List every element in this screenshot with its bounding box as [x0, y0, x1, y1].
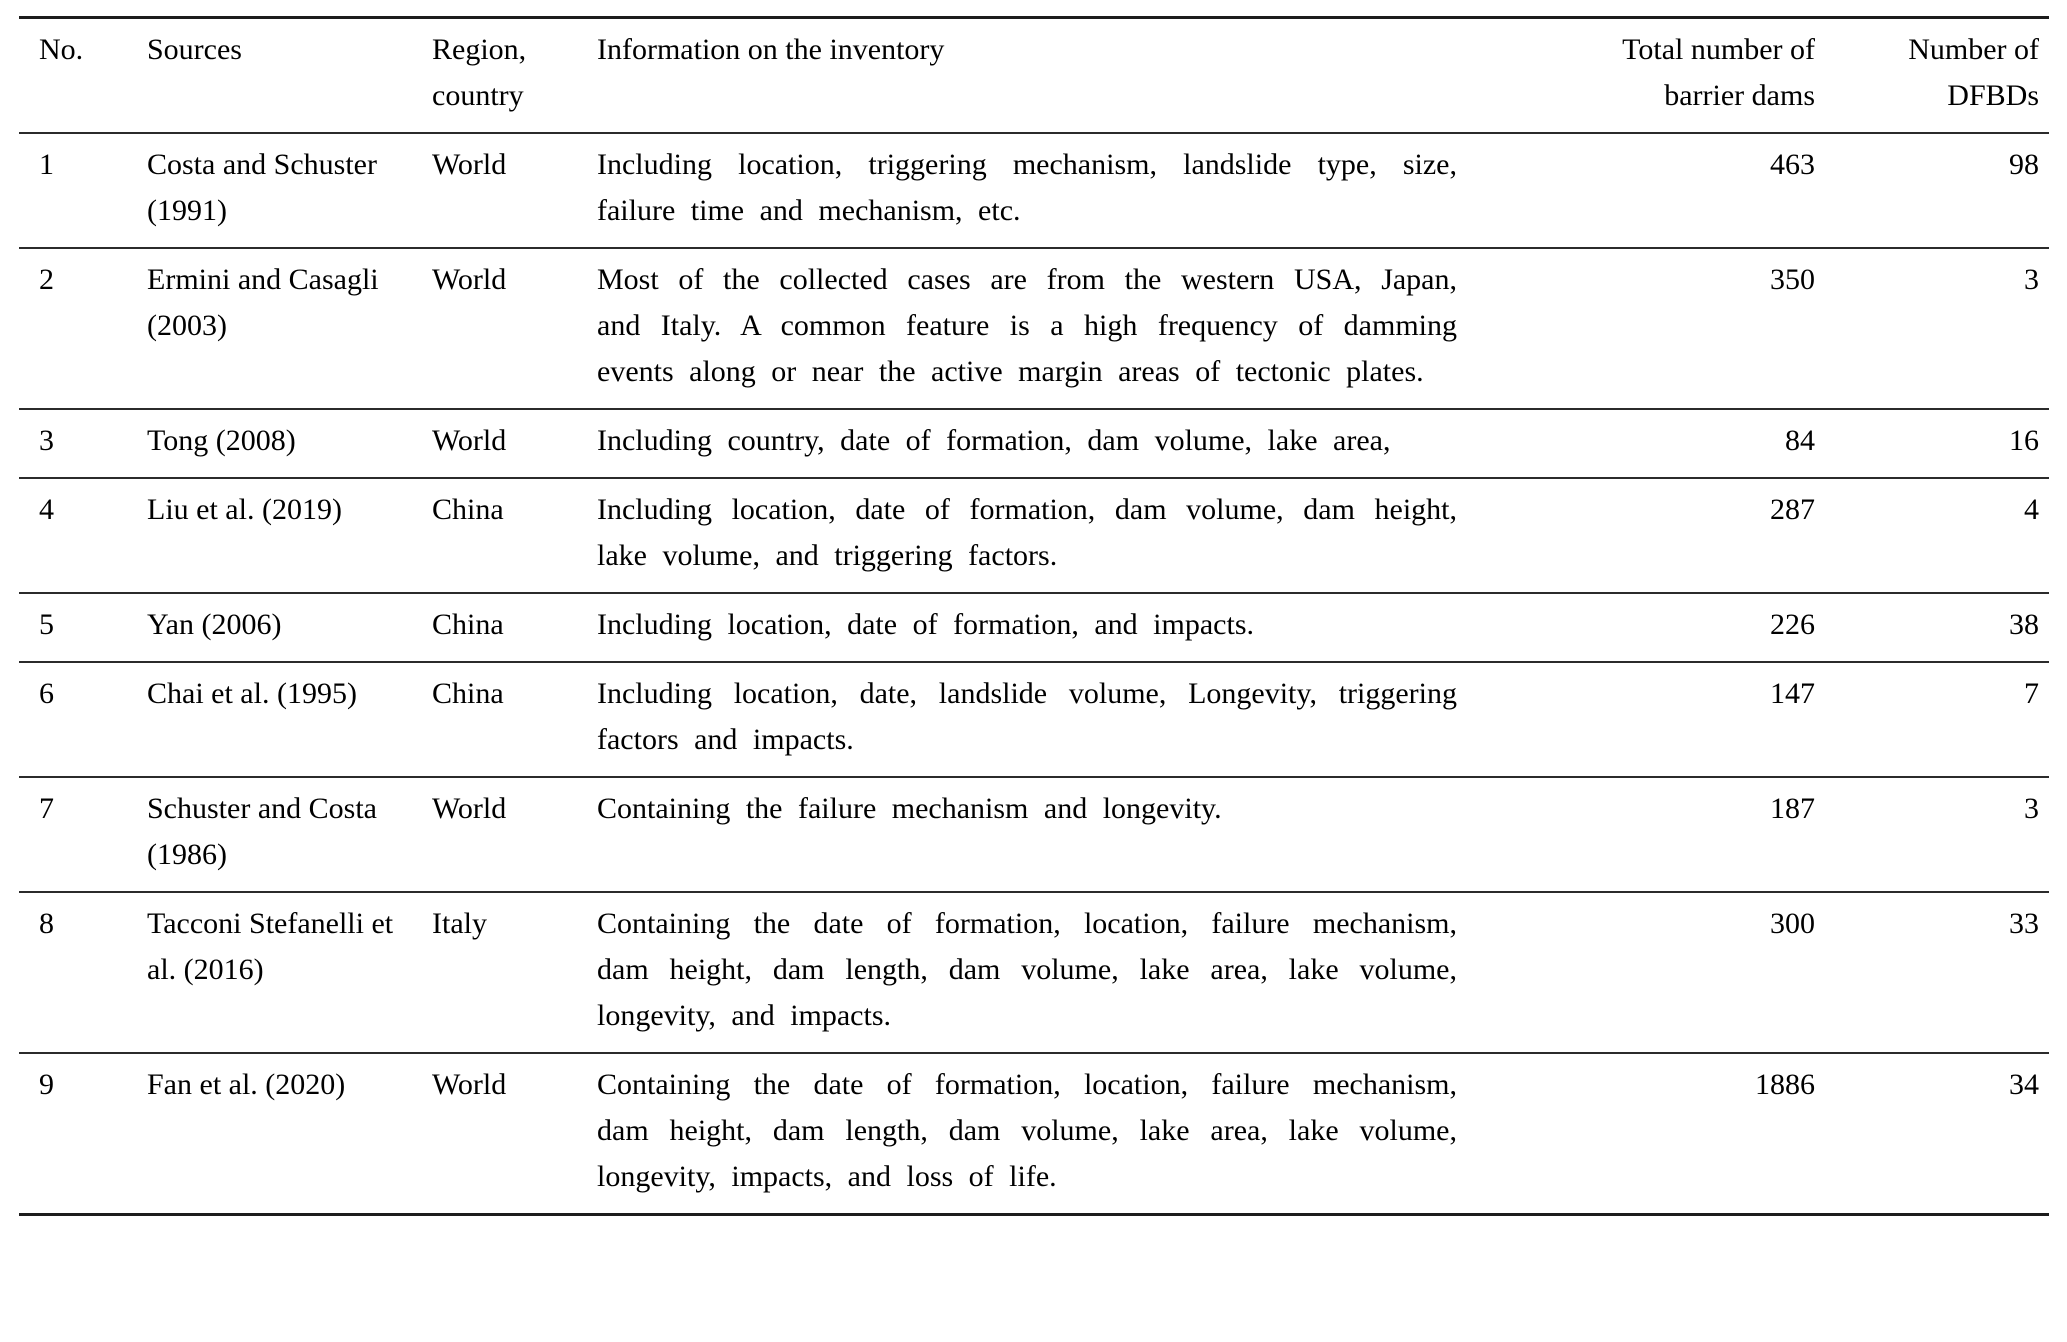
cell-region: World [432, 792, 507, 825]
cell-sources: Costa and Schuster (1991) [147, 148, 377, 227]
cell-info-text: Containing the date of formation, location, failure mechanism, dam height, dam length, dam volume, lake area, lake volume, longevity, and impacts. [597, 907, 1457, 1032]
inventory-sources-table [19, 16, 2049, 1216]
cell-info [597, 133, 1487, 248]
cell-info [597, 892, 1487, 1053]
table-row [19, 892, 2049, 1053]
cell-dfbd: 33 [2009, 907, 2039, 940]
col-header-info: Information on the inventory [597, 33, 945, 66]
header-row [19, 18, 2049, 134]
cell-no: 1 [39, 148, 54, 181]
cell-info [597, 248, 1487, 409]
cell-no: 8 [39, 907, 54, 940]
cell-dfbd: 38 [2009, 608, 2039, 641]
cell-dfbd: 16 [2009, 424, 2039, 457]
cell-no: 7 [39, 792, 54, 825]
table-row [19, 662, 2049, 777]
col-header-dfbd-label: Number of DFBDs [1908, 33, 2039, 112]
cell-info [597, 777, 1487, 892]
table-row [19, 777, 2049, 892]
cell-info [597, 1053, 1487, 1215]
cell-total: 84 [1785, 424, 1815, 457]
col-header-no: No. [39, 33, 84, 66]
cell-sources: Tong (2008) [147, 424, 296, 457]
table-row [19, 133, 2049, 248]
cell-region: China [432, 677, 504, 710]
table-row [19, 478, 2049, 593]
cell-region: World [432, 424, 507, 457]
cell-sources: Ermini and Casagli (2003) [147, 263, 379, 342]
cell-dfbd: 7 [2024, 677, 2039, 710]
cell-region: World [432, 1068, 507, 1101]
cell-dfbd: 3 [2024, 263, 2039, 296]
table-row [19, 409, 2049, 478]
cell-sources: Liu et al. (2019) [147, 493, 342, 526]
cell-sources: Yan (2006) [147, 608, 282, 641]
cell-no: 9 [39, 1068, 54, 1101]
cell-dfbd: 4 [2024, 493, 2039, 526]
col-header-sources: Sources [147, 33, 242, 66]
cell-sources: Tacconi Stefanelli et al. (2016) [147, 907, 394, 986]
cell-region: China [432, 608, 504, 641]
cell-total: 1886 [1755, 1068, 1815, 1101]
cell-info-text: Containing the date of formation, location, failure mechanism, dam height, dam length, dam volume, lake area, lake volume, longevity, impacts, and loss of life. [597, 1068, 1457, 1193]
cell-total: 300 [1770, 907, 1815, 940]
cell-info [597, 409, 1487, 478]
cell-total: 147 [1770, 677, 1815, 710]
cell-region: World [432, 148, 507, 181]
cell-info-text: Including location, date, landslide volume, Longevity, triggering factors and impacts. [597, 677, 1457, 756]
cell-total: 463 [1770, 148, 1815, 181]
cell-no: 3 [39, 424, 54, 457]
cell-info [597, 478, 1487, 593]
cell-region: World [432, 263, 507, 296]
cell-dfbd: 34 [2009, 1068, 2039, 1101]
cell-total: 226 [1770, 608, 1815, 641]
cell-info [597, 662, 1487, 777]
cell-no: 2 [39, 263, 54, 296]
cell-info-text: Including country, date of formation, dam volume, lake area, [597, 424, 1391, 457]
cell-no: 5 [39, 608, 54, 641]
cell-total: 287 [1770, 493, 1815, 526]
table-row [19, 593, 2049, 662]
cell-region: China [432, 493, 504, 526]
cell-info-text: Containing the failure mechanism and longevity. [597, 792, 1222, 825]
cell-region: Italy [432, 907, 487, 940]
cell-dfbd: 3 [2024, 792, 2039, 825]
cell-info [597, 593, 1487, 662]
col-header-number-of-dfbds [1829, 18, 2049, 134]
cell-total: 187 [1770, 792, 1815, 825]
cell-sources: Schuster and Costa (1986) [147, 792, 377, 871]
col-header-total-barrier-dams [1487, 18, 1829, 134]
cell-no: 6 [39, 677, 54, 710]
col-header-total-label: Total number of barrier dams [1622, 33, 1815, 112]
cell-total: 350 [1770, 263, 1815, 296]
cell-info-text: Including location, date of formation, and impacts. [597, 608, 1254, 641]
table-row [19, 248, 2049, 409]
cell-info-text: Including location, date of formation, dam volume, dam height, lake volume, and triggering factors. [597, 493, 1457, 572]
cell-info-text: Most of the collected cases are from the western USA, Japan, and Italy. A common feature is a high frequency of damming events along or near the active margin areas of tectonic plates. [597, 263, 1457, 388]
cell-info-text: Including location, triggering mechanism, landslide type, size, failure time and mechanism, etc. [597, 148, 1457, 227]
cell-sources: Fan et al. (2020) [147, 1068, 346, 1101]
cell-sources: Chai et al. (1995) [147, 677, 357, 710]
table-row [19, 1053, 2049, 1215]
col-header-region: Region, country [432, 33, 527, 112]
cell-no: 4 [39, 493, 54, 526]
cell-dfbd: 98 [2009, 148, 2039, 181]
